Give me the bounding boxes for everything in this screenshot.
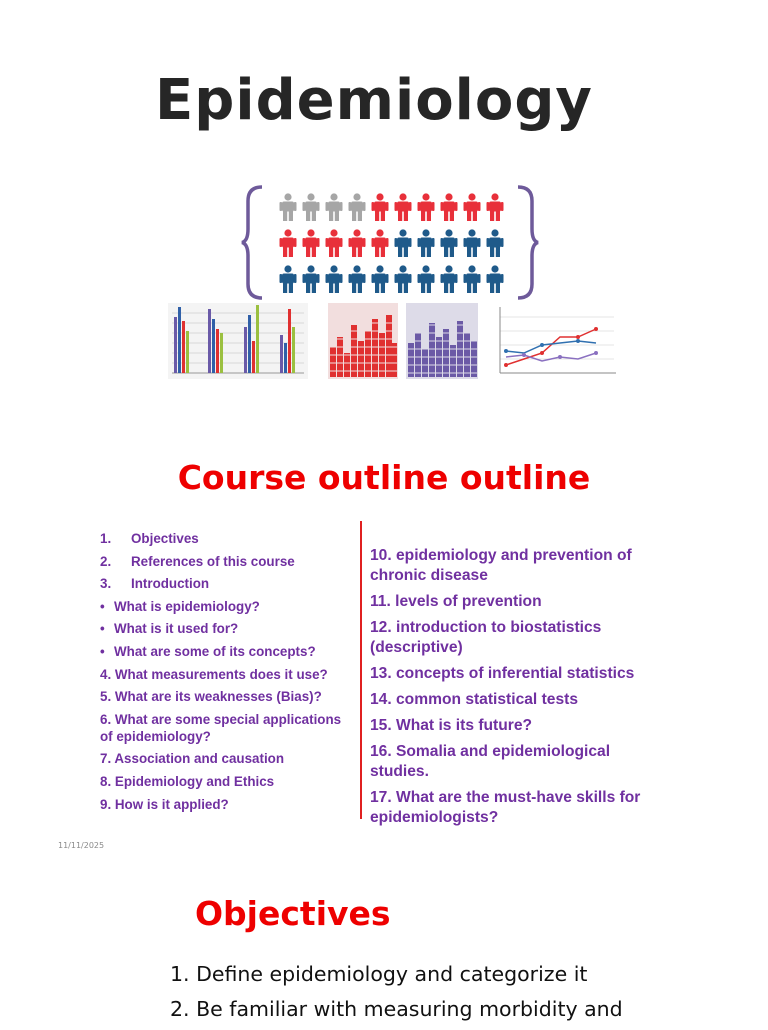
outline-item: 15. What is its future? xyxy=(370,717,533,734)
line-chart-icon xyxy=(494,303,618,379)
person-icon xyxy=(299,229,322,257)
outline-item xyxy=(100,666,350,683)
person-icon xyxy=(437,265,460,293)
person-icon xyxy=(345,265,368,293)
person-icon xyxy=(368,193,391,221)
person-icon xyxy=(391,229,414,257)
outline-item-text: 8. Epidemiology and Ethics xyxy=(100,773,275,789)
outline-item-marker: 3. xyxy=(100,576,112,592)
person-icon xyxy=(322,229,345,257)
outline-item-text: Objectives xyxy=(131,531,199,546)
outline-item xyxy=(100,711,350,745)
outline-item-marker: • xyxy=(100,598,105,614)
person-icon xyxy=(368,229,391,257)
outline-item-marker: • xyxy=(100,643,105,659)
person-icon xyxy=(460,229,483,257)
outline-item-text: What are some of its concepts? xyxy=(114,643,316,659)
person-icon xyxy=(391,193,414,221)
outline-item xyxy=(100,773,350,790)
person-icon xyxy=(299,193,322,221)
person-icon xyxy=(460,265,483,293)
person-icon xyxy=(414,193,437,221)
outline-item xyxy=(100,750,350,767)
population-figure xyxy=(240,185,540,300)
bar-chart-icon xyxy=(168,303,308,379)
outline-left-column xyxy=(100,530,350,818)
course-outline-title: Course outline outline xyxy=(177,458,591,497)
outline-item: 12. introduction to biostatistics (descriptive) xyxy=(370,619,602,656)
outline-item-text: References of this course xyxy=(131,553,295,569)
person-icon xyxy=(299,265,322,293)
person-icon xyxy=(276,193,299,221)
person-icon xyxy=(368,265,391,293)
person-icon xyxy=(322,265,345,293)
person-icon xyxy=(483,265,506,293)
right-brace-icon xyxy=(516,185,540,300)
outline-item-text: 9. How is it applied? xyxy=(100,796,229,812)
person-icon xyxy=(414,229,437,257)
people-grid xyxy=(276,193,506,293)
person-icon xyxy=(460,193,483,221)
person-icon xyxy=(391,265,414,293)
objective-item: 2. Be familiar with measuring morbidity and xyxy=(170,997,623,1021)
person-icon xyxy=(276,265,299,293)
outline-item-text: What is epidemiology? xyxy=(114,598,260,614)
slide-title: Epidemiology xyxy=(155,68,593,133)
person-icon xyxy=(322,193,345,221)
outline-item-text: 4. What measurements does it use? xyxy=(100,666,328,682)
outline-item-marker: 2. xyxy=(100,553,112,569)
illustrative-charts xyxy=(168,303,628,379)
outline-item xyxy=(100,796,350,813)
red-histogram-icon xyxy=(328,303,398,379)
person-icon xyxy=(483,193,506,221)
outline-item: 14. common statistical tests xyxy=(370,691,578,708)
outline-item: 17. What are the must-have skills for epidemiologists? xyxy=(370,789,641,826)
person-icon xyxy=(345,229,368,257)
person-icon xyxy=(483,229,506,257)
outline-item xyxy=(100,643,350,660)
outline-right-column xyxy=(370,546,645,834)
outline-item-text: 6. What are some special applications of epidemiology? xyxy=(100,711,342,744)
outline-item: 16. Somalia and epidemiological studies. xyxy=(370,743,611,780)
outline-item-text: What is it used for? xyxy=(114,621,239,637)
outline-item: 11. levels of prevention xyxy=(370,593,542,610)
column-divider xyxy=(360,521,362,819)
objective-item: 1. Define epidemiology and categorize it xyxy=(170,962,588,986)
objectives-list xyxy=(170,960,730,1030)
outline-item xyxy=(100,575,350,592)
person-icon xyxy=(345,193,368,221)
person-icon xyxy=(276,229,299,257)
person-icon xyxy=(414,265,437,293)
person-icon xyxy=(437,229,460,257)
objectives-title: Objectives xyxy=(195,894,391,933)
purple-histogram-icon xyxy=(406,303,478,379)
outline-item xyxy=(100,598,350,615)
outline-item-marker: 1. xyxy=(100,531,112,546)
outline-item: 10. epidemiology and prevention of chronic disease xyxy=(370,547,632,584)
outline-item: 13. concepts of inferential statistics xyxy=(370,665,635,682)
outline-item xyxy=(100,688,350,705)
outline-item-marker: • xyxy=(100,621,105,637)
outline-item-text: 7. Association and causation xyxy=(100,751,285,767)
outline-item-text: Introduction xyxy=(131,576,210,592)
outline-item xyxy=(100,620,350,637)
outline-item-text: 5. What are its weaknesses (Bias)? xyxy=(100,689,322,705)
left-brace-icon xyxy=(240,185,264,300)
outline-item xyxy=(100,530,350,547)
person-icon xyxy=(437,193,460,221)
slide-date: 11/11/2025 xyxy=(58,841,105,850)
outline-item xyxy=(100,553,350,570)
